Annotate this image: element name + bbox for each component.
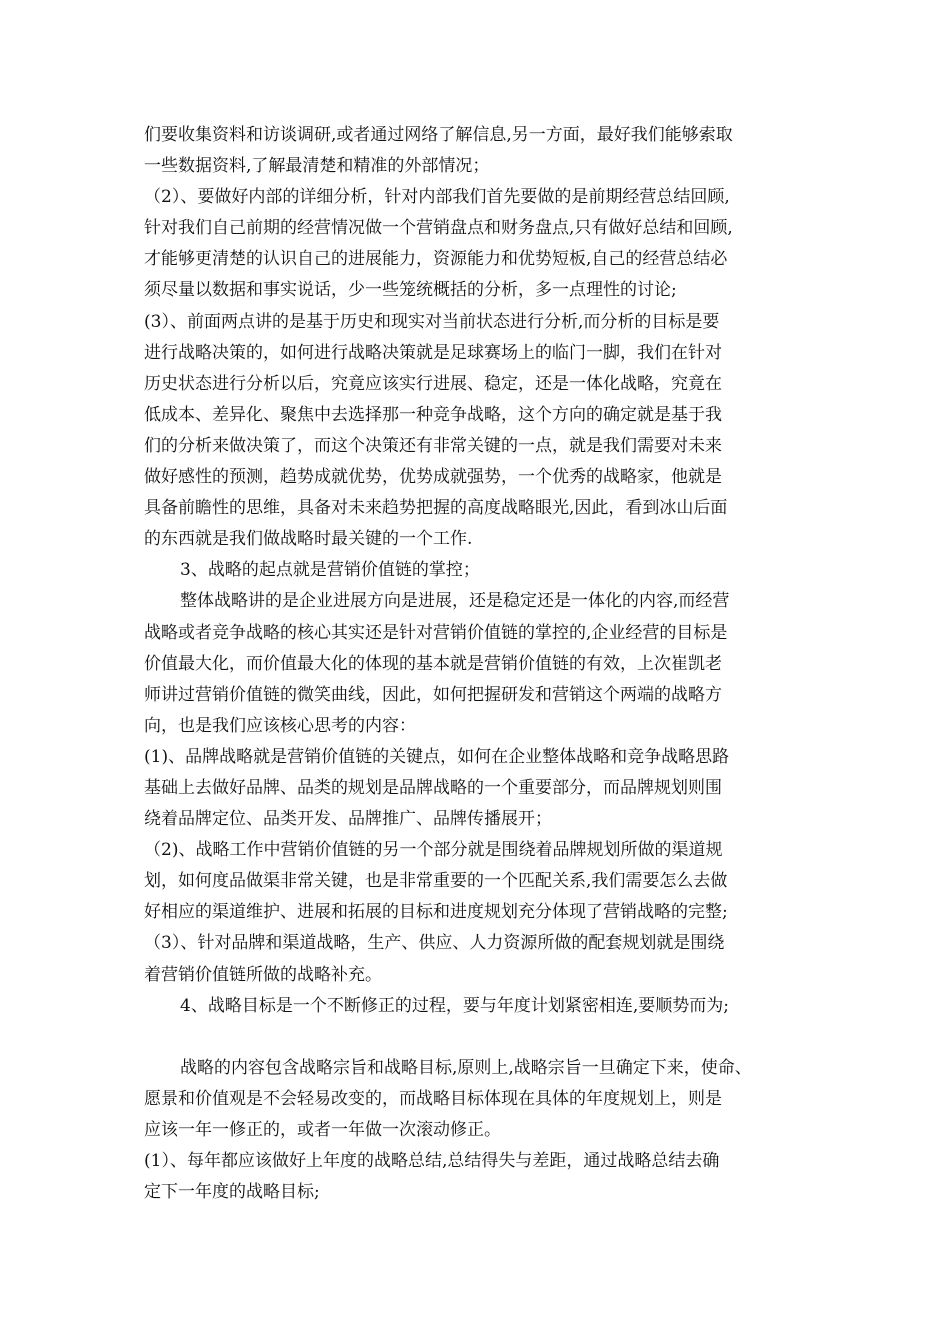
document-body bbox=[144, 120, 824, 1208]
text-line: 好相应的渠道维护、进展和拓展的目标和进度规划充分体现了营销战略的完整; bbox=[144, 902, 728, 923]
text-line: 向，也是我们应该核心思考的内容： bbox=[144, 715, 416, 736]
section-heading-4: 4、战略目标是一个不断修正的过程，要与年度计划紧密相连,要顺势而为; bbox=[180, 995, 729, 1016]
text-line: (3）、前面两点讲的是基于历史和现实对当前状态进行分析,而分析的目标是要 bbox=[144, 311, 720, 332]
text-line: 价值最大化，而价值最大化的体现的基本就是营销价值链的有效，上次崔凯老 bbox=[144, 653, 722, 674]
text-line: 做好感性的预测，趋势成就优势，优势成就强势，一个优秀的战略家，他就是 bbox=[144, 467, 722, 488]
text-line: （2）、要做好内部的详细分析，针对内部我们首先要做的是前期经营总结回顾, bbox=[144, 187, 730, 208]
section-heading-3: 3、战略的起点就是营销价值链的掌控； bbox=[180, 560, 480, 581]
text-line: 具备前瞻性的思维，具备对未来趋势把握的高度战略眼光,因此，看到冰山后面 bbox=[144, 498, 728, 519]
text-line: 的东西就是我们做战略时最关键的一个工作. bbox=[144, 529, 473, 550]
text-line: 历史状态进行分析以后，究竟应该实行进展、稳定，还是一体化战略，究竟在 bbox=[144, 373, 722, 394]
text-line: 才能够更清楚的认识自己的进展能力，资源能力和优势短板,自己的经营总结必 bbox=[144, 249, 728, 270]
text-line: 划，如何度品做渠非常关键，也是非常重要的一个匹配关系,我们需要怎么去做 bbox=[144, 871, 728, 892]
text-line: 基础上去做好品牌、品类的规划是品牌战略的一个重要部分，而品牌规划则围 bbox=[144, 777, 722, 798]
text-line: 师讲过营销价值链的微笑曲线，因此，如何把握研发和营销这个两端的战略方 bbox=[144, 684, 722, 705]
text-line: 须尽量以数据和事实说话，少一些笼统概括的分析，多一点理性的讨论; bbox=[144, 280, 677, 301]
text-line: （3）、针对品牌和渠道战略，生产、供应、人力资源所做的配套规划就是围绕 bbox=[144, 933, 725, 954]
blank-line bbox=[144, 1022, 824, 1053]
text-line: 低成本、差异化、聚焦中去选择那一种竞争战略，这个方向的确定就是基于我 bbox=[144, 404, 722, 425]
text-line: 一些数据资料,了解最清楚和精准的外部情况； bbox=[144, 156, 490, 177]
text-line: 进行战略决策的，如何进行战略决策就是足球赛场上的临门一脚，我们在针对 bbox=[144, 342, 722, 363]
text-line: 愿景和价值观是不会轻易改变的，而战略目标体现在具体的年度规划上，则是 bbox=[144, 1088, 722, 1109]
text-line: 定下一年度的战略目标; bbox=[144, 1182, 320, 1203]
text-line: 应该一年一修正的，或者一年做一次滚动修正。 bbox=[144, 1120, 501, 1140]
text-line: 战略或者竞争战略的核心其实还是针对营销价值链的掌控的,企业经营的目标是 bbox=[144, 622, 728, 643]
text-line: 整体战略讲的是企业进展方向是进展，还是稳定还是一体化的内容,而经营 bbox=[180, 591, 730, 612]
text-line: 着营销价值链所做的战略补充。 bbox=[144, 964, 382, 985]
text-line: （2)、战略工作中营销价值链的另一个部分就是围绕着品牌规划所做的渠道规 bbox=[144, 840, 723, 861]
text-line: 战略的内容包含战略宗旨和战略目标,原则上,战略宗旨一旦确定下来，使命、 bbox=[180, 1057, 752, 1078]
text-line: (1）、每年都应该做好上年度的战略总结,总结得失与差距，通过战略总结去确 bbox=[144, 1151, 720, 1172]
text-line: 针对我们自己前期的经营情况做一个营销盘点和财务盘点,只有做好总结和回顾, bbox=[144, 218, 733, 239]
text-line: 绕着品牌定位、品类开发、品牌推广、品牌传播展开； bbox=[144, 809, 552, 830]
text-line: 们要收集资料和访谈调研,或者通过网络了解信息,另一方面，最好我们能够索取 bbox=[144, 125, 733, 145]
text-line: (1)、品牌战略就是营销价值链的关键点，如何在企业整体战略和竞争战略思路 bbox=[144, 746, 730, 767]
text-line: 们的分析来做决策了，而这个决策还有非常关键的一点，就是我们需要对未来 bbox=[144, 435, 722, 456]
